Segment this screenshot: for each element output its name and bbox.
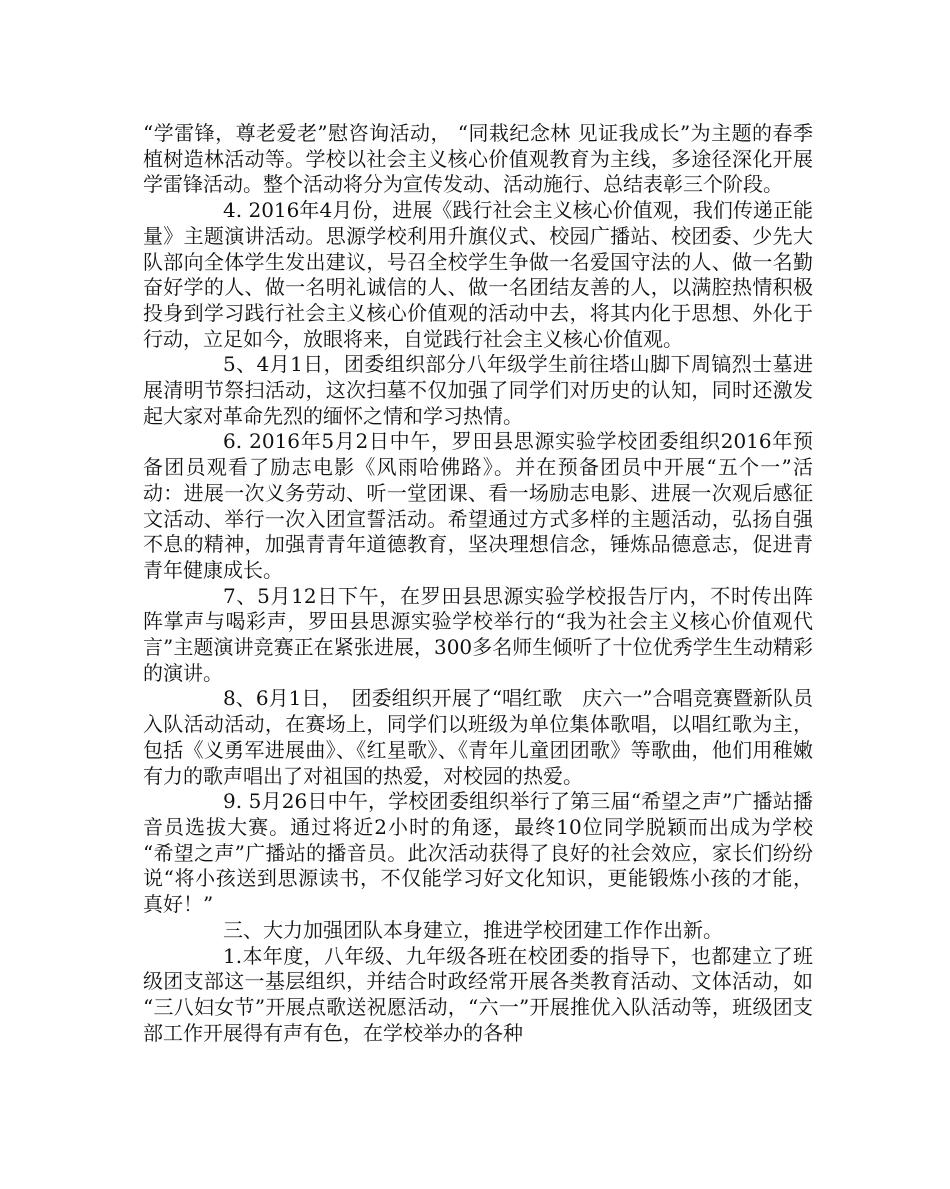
paragraph-item-5: 5、4月1日，团委组织部分八年级学生前往塔山脚下周镐烈士墓进展清明节祭扫活动，这次扫墓不仅加强了同学们对历史的认知，同时还激发起大家对革命先烈的缅怀之情和学习热情。 [143, 352, 813, 428]
paragraph-item-4: 4. 2016年4月份，进展《践行社会主义核心价值观，我们传递正能量》主题演讲活动。思源学校利用升旗仪式、校园广播站、校团委、少先大队部向全体学生发出建议，号召全校学生争做一名爱国守法的人、做一名勤奋好学的人、做一名明礼诚信的人、做一名团结友善的人，以满腔热情积极投身到学习践行社会主义核心价值观的活动中去，将其内化于思想、外化于行动，立足如今，放眼将来，自觉践行社会主义核心价值观。 [143, 198, 813, 351]
paragraph-item-8: 8、6月1日， 团委组织开展了“唱红歌 庆六一”合唱竞赛暨新队员入队活动活动，在赛场上，同学们以班级为单位集体歌唱，以唱红歌为主，包括《义勇军进展曲》、《红星歌》、《青年儿童团团歌》等歌曲，他们用稚嫩有力的歌声唱出了对祖国的热爱，对校园的热爱。 [143, 686, 813, 788]
paragraph-activities-intro: “学雷锋，尊老爱老”慰咨询活动， “同栽纪念林 见证我成长”为主题的春季植树造林活动等。学校以社会主义核心价值观教育为主线，多途径深化开展学雷锋活动。整个活动将分为宣传发动、活动施行、总结表彰三个阶段。 [143, 121, 813, 197]
document-body [143, 121, 813, 1046]
section-heading-3: 三、大力加强团队本身建立，推进学校团建工作作出新。 [223, 917, 723, 942]
paragraph-item-6: 6. 2016年5月2日中午，罗田县思源实验学校团委组织2016年预备团员观看了励志电影《风雨哈佛路》。并在预备团员中开展“五个一”活动：进展一次义务劳动、听一堂团课、看一场励志电影、进展一次观后感征文活动、举行一次入团宣誓活动。希望通过方式多样的主题活动，弘扬自强不息的精神，加强青青年道德教育，坚决理想信念，锤炼品德意志，促进青青年健康成长。 [143, 429, 813, 582]
paragraph-item-7: 7、5月12日下午，在罗田县思源实验学校报告厅内，不时传出阵阵掌声与喝彩声，罗田县思源实验学校举行的“我为社会主义核心价值观代言”主题演讲竞赛正在紧张进展，300多名师生倾听了十位优秀学生生动精彩的演讲。 [143, 583, 813, 685]
paragraph-item-9: 9. 5月26日中午，学校团委组织举行了第三届“希望之声”广播站播音员选拔大赛。通过将近2小时的角逐，最终10位同学脱颖而出成为学校 “希望之声”广播站的播音员。此次活动获得了良好的社会效应，家长们纷纷说“将小孩送到思源读书，不仅能学习好文化知识，更能锻炼小孩的才能，真好！” [143, 789, 813, 917]
paragraph-section3-item-1: 1.本年度，八年级、九年级各班在校团委的指导下，也都建立了班级团支部这一基层组织，并结合时政经常开展各类教育活动、文体活动，如 “三八妇女节”开展点歌送祝愿活动，“六一”开展推优入队活动等，班级团支部工作开展得有声有色，在学校举办的各种 [143, 943, 813, 1045]
